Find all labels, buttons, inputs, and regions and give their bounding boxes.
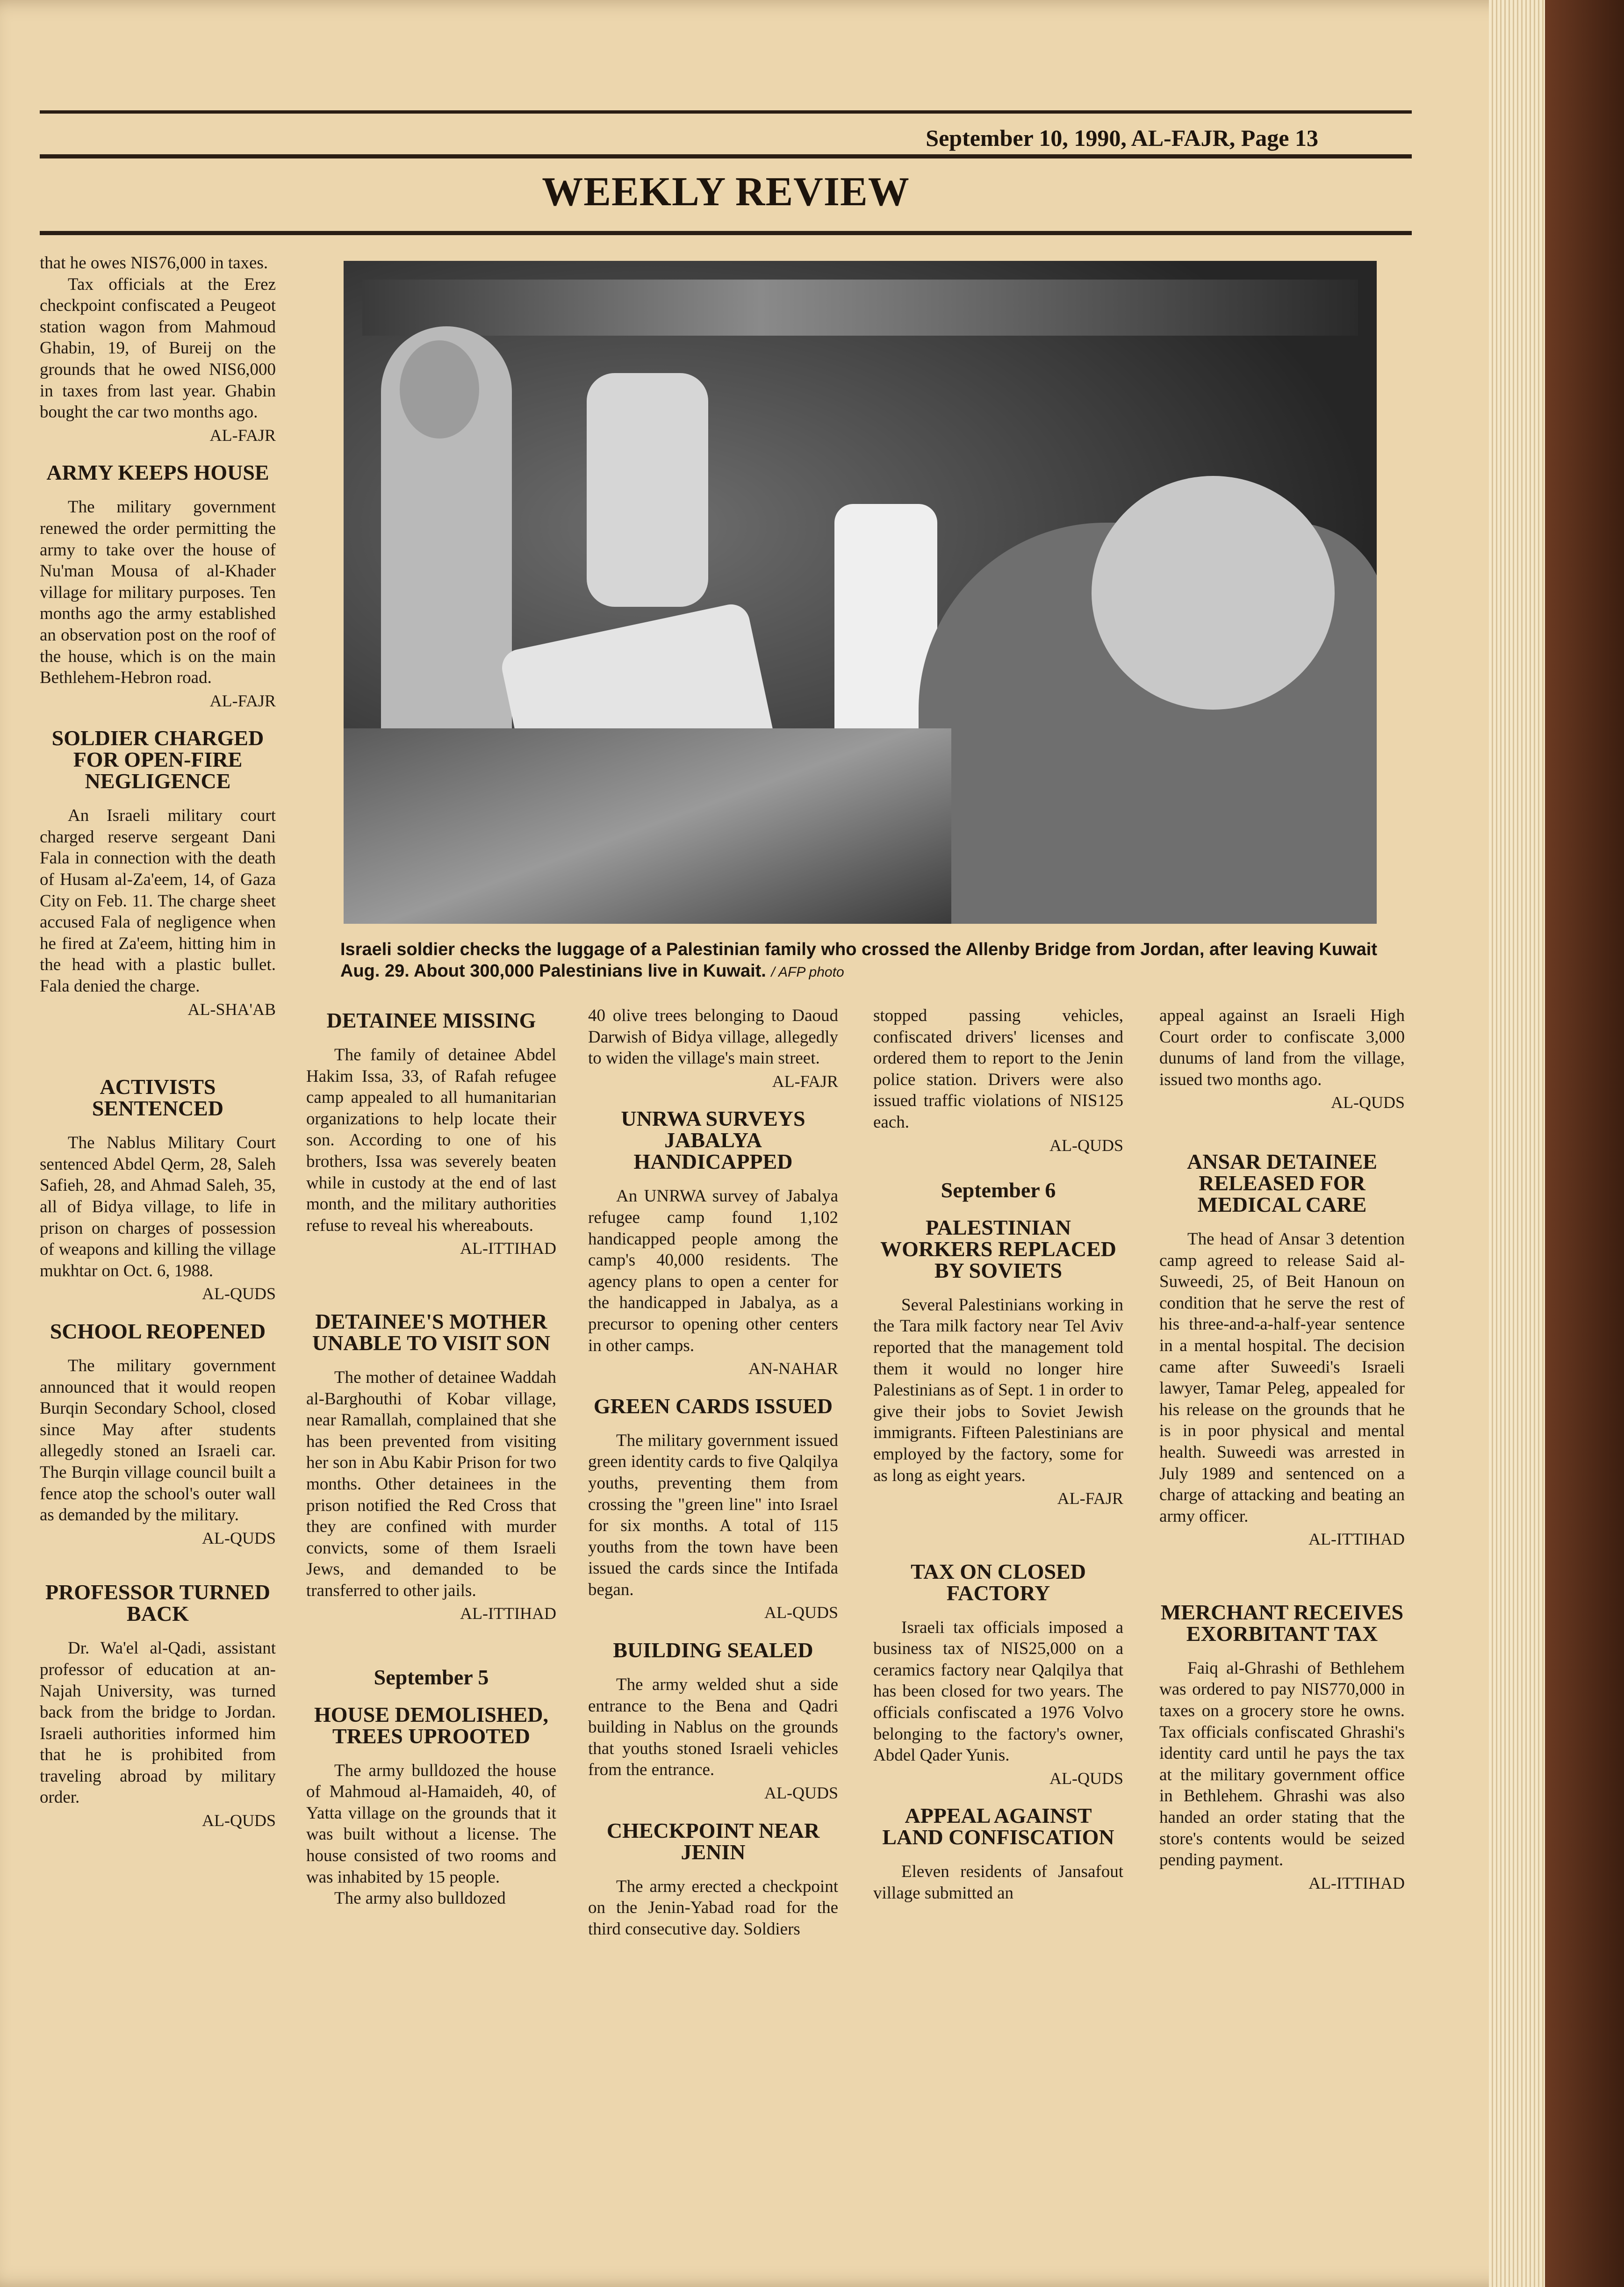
article	[873, 1005, 1123, 1156]
article	[40, 1076, 276, 1305]
article-paragraph: An Israeli military court charged reserve sergeant Dani Fala in connection with the death of Husam al-Za'eem, 14, of Gaza City on Feb. 11. The charge sheet accused Fala of negligence when he fired at Za'eem, hitting him in the head with a plastic bullet. Fala denied the charge.	[40, 806, 276, 996]
article-source: AL-SHA'AB	[187, 1000, 276, 1019]
article	[40, 727, 276, 1020]
column-2	[306, 1005, 556, 1909]
article-paragraph: An UNRWA survey of Jabalya refugee camp found 1,102 handicapped people among the camp's 40,000 residents. The agency plans to open a center for the handicapped in Jabalya, as a precursor to opening other centers in other camps.	[588, 1187, 838, 1355]
article-source: AL-ITTIHAD	[460, 1604, 556, 1623]
article-headline: CHECKPOINT NEAR JENIN	[606, 1818, 820, 1864]
article-headline: UNRWA SURVEYS JABALYA HANDICAPPED	[621, 1107, 805, 1174]
article-paragraph: The mother of detainee Waddah al-Barghouthi of Kobar village, near Ramallah, complained that she has been prevented from visiting her son in Abu Kabir Prison for two months. Other detainees in the prison notified the Red Cross that they are confined with murder convicts, some of them Israeli Jews, and demanded to be transferred to other jails.	[306, 1367, 556, 1600]
article-paragraph: The head of Ansar 3 detention camp agreed to release Said al-Suweedi, 25, of Beit Hanoun on condition that he serve the rest of his three-and-a-half-year sentence in a mental hospital. The decision came after Suweedi's Israeli lawyer, Tamar Peleg, appealed for his release on the grounds that he is in poor physical and mental health. Suweedi was arrested in July 1989 and sentenced on a charge of attacking and beating an army officer.	[1159, 1229, 1405, 1526]
photo-credit: / AFP photo	[771, 964, 844, 980]
article	[588, 1820, 838, 1940]
article-paragraph: Tax officials at the Erez checkpoint confiscated a Peugeot station wagon from Mahmoud Ghabin, 19, of Bureij on the grounds that he owed NIS6,000 in taxes from last year. Ghabin bought the car two months ago.	[40, 274, 276, 422]
article-source: AL-QUDS	[1331, 1093, 1405, 1112]
article	[40, 1321, 276, 1549]
article-paragraph: Eleven residents of Jansafout village submitted an	[873, 1862, 1123, 1903]
article-headline: ANSAR DETAINEE RELEASED FOR MEDICAL CARE	[1187, 1149, 1377, 1216]
article	[588, 1005, 838, 1092]
article	[1159, 1602, 1405, 1894]
article-source: AL-QUDS	[202, 1811, 276, 1830]
photo-caption	[340, 939, 1392, 983]
article	[1159, 1005, 1405, 1114]
article-headline: DETAINEE'S MOTHER UNABLE TO VISIT SON	[312, 1309, 551, 1355]
article-paragraph: The army welded shut a side entrance to the Bena and Qadri building in Nablus on the grounds that youths stoned Israeli vehicles from the entrance.	[588, 1675, 838, 1780]
header-rule	[40, 154, 1412, 158]
article-paragraph: 40 olive trees belonging to Daoud Darwish of Bidya village, allegedly to widen the village's main street.	[588, 1006, 838, 1068]
article-paragraph: The army bulldozed the house of Mahmoud al-Hamaideh, 40, of Yatta village on the grounds that it was built without a license. The house consisted of two rooms and was inhabited by 15 people.	[306, 1761, 556, 1887]
article-headline: SOLDIER CHARGED FOR OPEN-FIRE NEGLIGENCE	[51, 726, 264, 793]
article-headline: HOUSE DEMOLISHED, TREES UPROOTED	[314, 1702, 548, 1748]
article-headline: TAX ON CLOSED FACTORY	[911, 1559, 1086, 1605]
article-headline: SCHOOL REOPENED	[50, 1319, 266, 1343]
article-source: AL-ITTIHAD	[1308, 1530, 1405, 1549]
section-title: WEEKLY REVIEW	[542, 169, 910, 215]
article-source: AL-QUDS	[764, 1784, 838, 1803]
article-date: September 6	[941, 1178, 1056, 1202]
article-source: AL-QUDS	[1049, 1769, 1123, 1788]
article-headline: APPEAL AGAINST LAND CONFISCATION	[882, 1804, 1114, 1849]
article-paragraph: The Nablus Military Court sentenced Abdel Qerm, 28, Saleh Safieh, 28, and Ahmad Saleh, 35, all of Bidya village, to life in prison on charges of possession of weapons and killing the village mukhtar on Oct. 6, 1988.	[40, 1133, 276, 1280]
article-source: AL-FAJR	[772, 1072, 838, 1091]
article-paragraph: Faiq al-Ghrashi of Bethlehem was ordered to pay NIS770,000 in taxes on a grocery store he owns. Tax officials confiscated Ghrashi's identity card until he pays the tax at the military government office in Bethlehem. Ghrashi was also handed an order stating that the store's contents would be seized pending payment.	[1159, 1658, 1405, 1870]
article-headline: ACTIVISTS SENTENCED	[92, 1075, 224, 1121]
article-headline: PROFESSOR TURNED BACK	[45, 1580, 270, 1626]
article-source: AL-FAJR	[209, 425, 276, 445]
column-3	[588, 1005, 838, 1940]
article-source: AL-FAJR	[1057, 1489, 1123, 1508]
column-5	[1159, 1005, 1405, 1910]
article	[1159, 1151, 1405, 1550]
article-paragraph: that he owes NIS76,000 in taxes.	[40, 253, 268, 273]
article	[588, 1640, 838, 1804]
article-paragraph: The family of detainee Abdel Hakim Issa, 33, of Rafah refugee camp appealed to all humanitarian organizations to help locate their son. According to one of his brothers, Issa was severely beaten while in custody at the end of last month, and the military authorities refuse to reveal his whereabouts.	[306, 1045, 556, 1235]
article-paragraph: appeal against an Israeli High Court order to confiscate 3,000 dunums of land from the village, issued two months ago.	[1159, 1006, 1405, 1089]
article	[588, 1395, 838, 1624]
news-photo	[344, 261, 1377, 924]
article-paragraph: Israeli tax officials imposed a business tax of NIS25,000 on a ceramics factory near Qalqilya that has been closed for two years. The officials confiscated a 1976 Volvo belonging to the factory's owner, Abdel Qader Yunis.	[873, 1618, 1123, 1765]
article-source: AL-QUDS	[1049, 1136, 1123, 1155]
article-paragraph: The military government announced that it would reopen Burqin Secondary School, closed since May after students allegedly stoned an Israeli car. The Burqin village council built a fence atop the school's outer wall as demanded by the military.	[40, 1356, 276, 1525]
article-paragraph: Dr. Wa'el al-Qadi, assistant professor of education at an-Najah University, was turned back from the bridge to Jordan. Israeli authorities informed him that he is prohibited from traveling abroad by military order.	[40, 1639, 276, 1807]
article-headline: DETAINEE MISSING	[326, 1008, 536, 1032]
article	[588, 1108, 838, 1379]
article-headline: MERCHANT RECEIVES EXORBITANT TAX	[1160, 1600, 1404, 1646]
article-source: AL-QUDS	[764, 1603, 838, 1622]
article	[40, 1582, 276, 1831]
article-paragraph: stopped passing vehicles, confiscated drivers' licenses and ordered them to report to the Jenin police station. Drivers were also issued traffic violations of NIS125 each.	[873, 1006, 1123, 1132]
article-source: AL-ITTIHAD	[1308, 1873, 1405, 1892]
caption-text: Israeli soldier checks the luggage of a Palestinian family who crossed the Allenby Bridge from Jordan, after leaving Kuwait Aug. 29. About 300,000 Palestinians live in Kuwait.	[340, 940, 1377, 981]
date-line: September 10, 1990, AL-FAJR, Page 13	[926, 125, 1318, 151]
article	[306, 1010, 556, 1259]
article-paragraph: The military government renewed the order permitting the army to take over the house of Nu'man Mousa of al-Khader village for military purposes. Ten months ago the army established an observation post on the roof of the house, which is on the main Bethlehem-Hebron road.	[40, 497, 276, 688]
article-headline: GREEN CARDS ISSUED	[593, 1394, 833, 1418]
article-source: AL-QUDS	[202, 1284, 276, 1303]
article-paragraph: The army also bulldozed	[334, 1889, 506, 1908]
article	[40, 462, 276, 712]
article-source: AL-QUDS	[202, 1528, 276, 1547]
article-paragraph: Several Palestinians working in the Tara milk factory near Tel Aviv reported that the management told them it would no longer hire Palestinians as of Sept. 1 in order to give their jobs to Soviet Jewish immigrants. Fifteen Palestinians are employed by the factory, some for as long as eight years.	[873, 1295, 1123, 1485]
article-headline: BUILDING SEALED	[613, 1638, 813, 1662]
article	[873, 1805, 1123, 1904]
column-1	[40, 252, 276, 1848]
article-headline: PALESTINIAN WORKERS REPLACED BY SOVIETS	[880, 1215, 1116, 1282]
article-source: AL-FAJR	[209, 691, 276, 710]
article-paragraph: The army erected a checkpoint on the Jenin-Yabad road for the third consecutive day. Soldiers	[588, 1877, 838, 1939]
article-source: AN-NAHAR	[748, 1359, 838, 1378]
book-page-edges	[1489, 0, 1545, 2287]
article	[40, 252, 276, 446]
article-date: September 5	[374, 1665, 489, 1690]
article	[306, 1667, 556, 1909]
article-source: AL-ITTIHAD	[460, 1239, 556, 1258]
column-4	[873, 1005, 1123, 1904]
article-paragraph: The military government issued green identity cards to five Qalqilya youths, preventing them from crossing the "green line" into Israel for six months. A total of 115 youths from the town have been issued the cards since the Intifada began.	[588, 1431, 838, 1599]
article	[873, 1179, 1123, 1510]
top-rule	[40, 110, 1412, 114]
title-rule	[40, 231, 1412, 235]
article-headline: ARMY KEEPS HOUSE	[46, 460, 269, 485]
article	[873, 1561, 1123, 1790]
article	[306, 1311, 556, 1625]
book-cover	[1545, 0, 1624, 2287]
